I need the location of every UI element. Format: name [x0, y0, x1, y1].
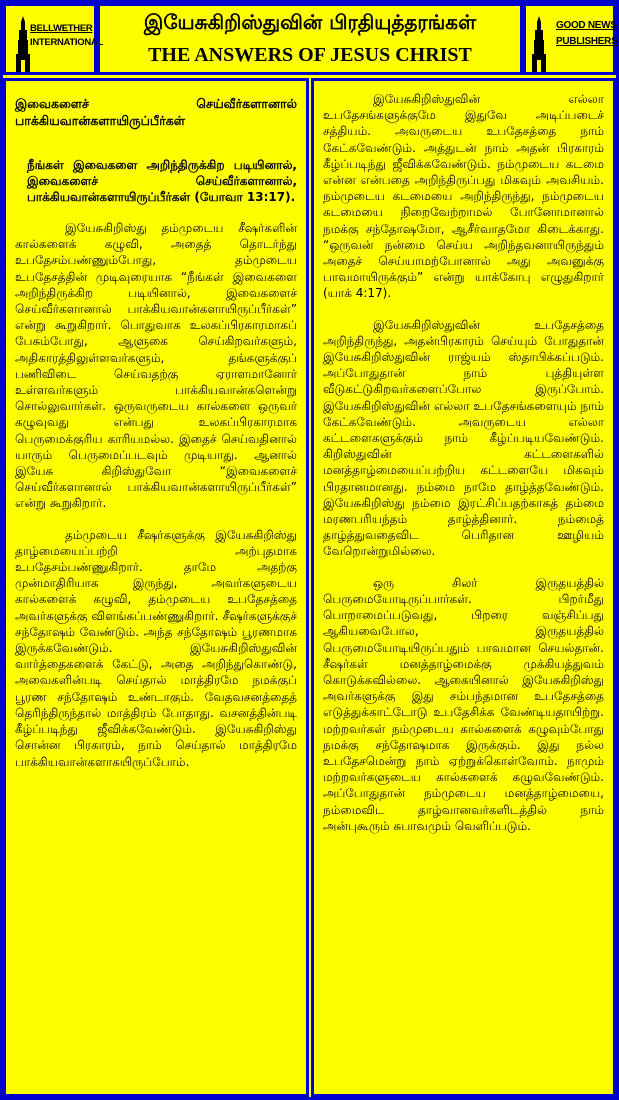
paragraph: இயேசுகிறிஸ்துவின் உபதேசத்தை அறிந்திருந்து, அதன்பிரகாரம் செய்யும் போதுதான் இயேசுகிறிஸ்துவின் ராஜ்யம் ஸ்தாபிக்கப்படும். அப்போதுதான் நாம் புத்தியுள்ள வீடுகட்டுகிறவர்களைப்போல இருப்போம். இயேசுகிறிஸ்துவின் எல்லா உபதேசங்களையும் நாம் கேட்கவேண்டும். அவருடைய எல்லா கட்டளைகளுக்கும் நாம் கீழ்ப்படியவேண்டும். கிறிஸ்துவின் கட்டளைகளில் மனத்தாழ்மையைப்பற்றிய கட்டளையே மிகவும் பிரதானமானது. நம்மை நாமே தாழ்த்தவேண்டும். இயேசுகிறிஸ்து நம்மை இரட்சிப்பதற்காகத் தம்மை மரணபரியந்தம் தாழ்த்தினார். நம்மைத் தாழ்த்துவதைவிட பெரிதான ஊழியம் வேறொன்றுமில்லை. — [323, 317, 604, 559]
bellwether-logo-text — [30, 22, 103, 50]
logo-line-2: PUBLISHERS — [556, 36, 618, 47]
article-heading: இவைகளைச் செய்வீர்களானால் பாக்கியவான்களாயிருப்பீர்கள் — [15, 96, 297, 128]
paragraph: தம்முடைய சீஷர்களுக்கு இயேசுகிறிஸ்து தாழ்மையைப்பற்றி அற்புதமாக உபதேசம்பண்ணுகிறார். தாமே அதற்கு முன்மாதிரியாக இருந்து, அவர்களுடைய கால்களைக் கழுவி, தம்முடைய உபதேசத்தை அவர்களுக்கு விளங்கப்பண்ணுகிறார். சீஷர்களுக்குச் சந்தோஷம் வேண்டும். அந்த சந்தோஷம் பூரணமாக இருக்கவேண்டும். இயேசுகிறிஸ்துவின் வார்த்தைகளைக் கேட்டு, அதை அறிந்துகொண்டு, அவைகளின்படி செய்தால் மாத்திரமே நமக்குப் பூரண சந்தோஷம் உண்டாகும். வேதவசனத்தைத் தெரிந்திருந்தால் மாத்திரம் போதாது. வசனத்தின்படி கீழ்ப்படிந்து ஜீவிக்கவேண்டும். இயேசுகிறிஸ்து சொன்ன பிரகாரம், நாம் செய்தால் மாத்திரமே பாக்கியவான்களாகயிருப்போம். — [15, 527, 297, 769]
tower-icon — [16, 16, 30, 72]
good-news-logo-box — [523, 3, 616, 75]
scripture-verse: நீங்கள் இவைகளை அறிந்திருக்கிற படியினால், இவைகளைச் செய்வீர்களானால், பாக்கியவான்களாயிருப்பீர்கள் (யோவா 13:17). — [27, 158, 297, 204]
page-title-english: THE ANSWERS OF JESUS CHRIST — [148, 44, 472, 66]
bellwether-logo-box — [3, 3, 103, 75]
paragraph: இயேசுகிறிஸ்துவின் எல்லா உபதேசங்களுக்குமே இதுவே அடிப்படைச் சத்தியம். அவருடைய உபதேசத்தை நாம் கேட்கவேண்டும். அத்துடன் நாம் அதன் பிரகாரம் கீழ்ப்படிந்து ஜீவிக்கவேண்டும். நம்முடைய கடமை என்ன என்பதை அறிந்திருப்பது மிகவும் அவசியம். நம்முடைய கடமையை அறிந்திருந்து, நம்முடைய கடமையை நிறைவேற்றாமல் போனோமானால் நமக்கு சந்தோஷமோ, ஆசீர்வாதமோ கிடைக்காது. “ஒருவன் நன்மை செய்ய அறிந்தவனாயிருந்தும் அதைச் செய்யாமற்போனால் அது அவனுக்கு பாவமாயிருக்கும்” என்று யாக்கோபு எழுதுகிறார் (யாக் 4:17). — [323, 92, 604, 301]
paragraph: இயேசுகிறிஸ்து தம்முடைய சீஷர்களின் கால்களைக் கழுவி, அதைத் தொடர்ந்து உபதேசம்பண்ணும்போது, தம்முடைய உபதேசத்தின் முடிவுரையாக “நீங்கள் இவைகளை அறிந்திருக்கிற படியினால், இவைகளைச் செய்வீர்களானால் பாக்கியவான்களாயிருப்பீர்கள்” என்று கூறுகிறார். பொதுவாக உலகப்பிரகாரமாகப் பேசும்போது, ஆளுகை செய்கிறவர்களும், அதிகாரத்திலுள்ளவர்களும், தங்களுக்குப் பணிவிடை செய்வதற்கு ஏராளமானோர் உள்ளவர்களும் பாக்கியவான்களென்று சொல்லுவார்கள். ஒருவருடைய கால்களை ஒருவர் கழுவுவது என்பது உலகப்பிரகாரமாக பெருமைக்குரிய காரியமல்ல. இதைச் செய்வதினால் யாரும் பெருமைப்படவும் முடியாது. ஆனால் இயேசு கிறிஸ்துவோ “இவைகளைச் செய்வீர்களானால் பாக்கியவான்களாயிருப்பீர்கள்” என்று கூறுகிறார். — [15, 221, 297, 511]
paragraph: ஒரு சிலர் இருதயத்தில் பெருமையோடிருப்பார்கள். பிறர்மீது பொறாமைப்படுவது, பிறரை வஞ்சிப்பது ஆகியவைபோல, இருதயத்தில் பெருமையோடியிருப்பதும் பாவமான செயல்தான். சீஷர்கள் மனத்தாழ்மைக்கு முக்கியத்துவம் கொடுக்கவில்லை. ஆகையினால் இயேசுகிறிஸ்து அவர்களுக்கு இது சம்பந்தமான உபதேசத்தை எடுத்துக்காட்டோடு உபதேசிக்க வேண்டியதாயிற்று. மற்றவர்கள் நம்முடைய கால்களைக் கழுவும்போது நமக்கு சந்தோஷமாக இருக்கும். இது நல்ல உபதேசமென்று நாம் ஏற்றுக்கொள்வோம். நாமும் மற்றவர்களுடைய கால்களைக் கழுவவேண்டும். அப்போதுதான் நம்முடைய மனத்தாழ்மையை, நம்மைவிட தாழ்வானவர்களிடத்தில் நாம் அன்புகூரும் சுபாவமும் வெளிப்படும். — [323, 575, 604, 833]
logo-line-1: GOOD NEWS — [556, 20, 617, 31]
right-column — [311, 78, 616, 1097]
left-column — [3, 78, 309, 1097]
good-news-logo-text — [556, 18, 617, 50]
logo-line-1: BELLWETHER — [30, 23, 93, 34]
logo-line-2: INTERNATIONAL — [30, 37, 103, 48]
page-title-tamil: இயேசுகிறிஸ்துவின் பிரதியுத்தரங்கள் — [143, 10, 477, 34]
tower-icon — [532, 16, 546, 72]
title-box — [97, 3, 523, 75]
